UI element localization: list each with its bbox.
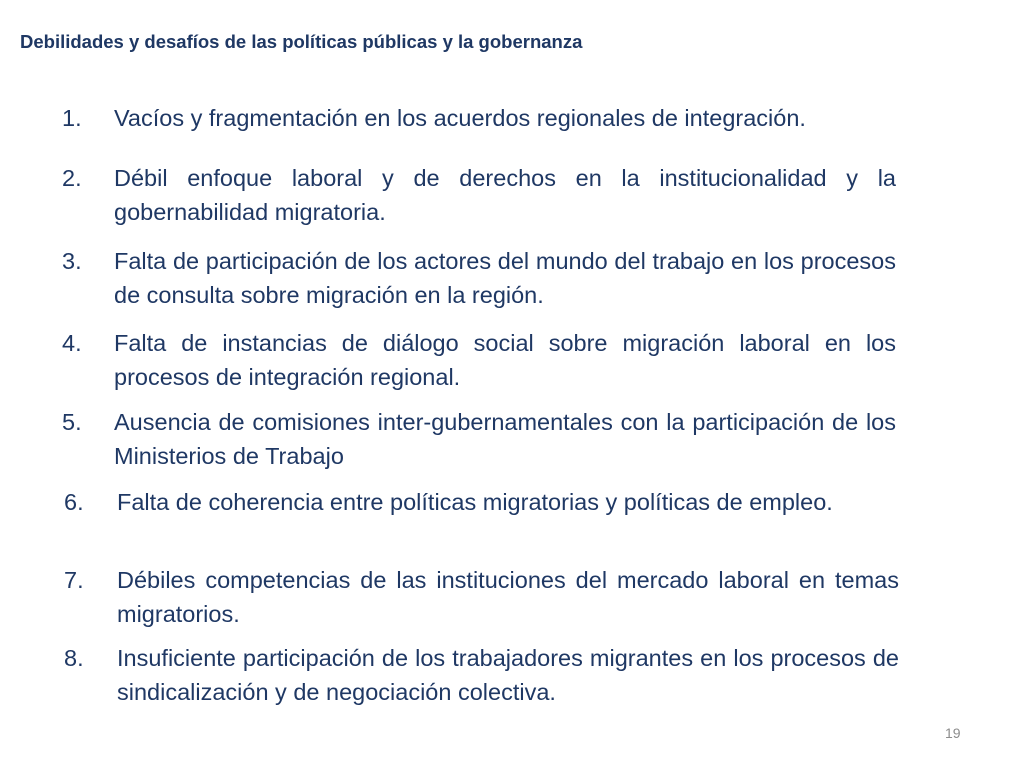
list-item [62,161,896,229]
list-item-text: Débil enfoque laboral y de derechos en la institucionalidad y la gobernabilidad migratoria. [114,165,896,225]
list-item-text: Vacíos y fragmentación en los acuerdos regionales de integración. [114,105,806,131]
slide-title: Debilidades y desafíos de las políticas públicas y la gobernanza [20,31,583,52]
list-item-text: Ausencia de comisiones inter-gubernamentales con la participación de los Ministerios de Trabajo [114,409,896,469]
list-item-number: 6. [64,489,84,515]
list-item-number: 1. [62,105,82,131]
list-item [64,563,899,631]
list-item [62,101,902,135]
list-item-text: Débiles competencias de las instituciones del mercado laboral en temas migratorios. [117,567,899,627]
list-item-number: 7. [64,567,84,593]
page-number: 19 [945,725,961,741]
list-item-text: Insuficiente participación de los trabajadores migrantes en los procesos de sindicalización y de negociación colectiva. [117,645,899,705]
list-item-text: Falta de instancias de diálogo social sobre migración laboral en los procesos de integración regional. [114,330,896,390]
list-item-number: 5. [62,409,82,435]
list-item-text: Falta de participación de los actores del mundo del trabajo en los procesos de consulta sobre migración en la región. [114,248,896,308]
list-item [62,244,896,312]
list-item-text: Falta de coherencia entre políticas migratorias y políticas de empleo. [117,489,833,515]
list-item [62,326,896,394]
list-item-number: 2. [62,165,82,191]
list-item [64,641,899,709]
list-item-number: 3. [62,248,82,274]
list-item-number: 8. [64,645,84,671]
list-item [62,405,896,473]
list-item-number: 4. [62,330,82,356]
list-item [64,485,899,519]
